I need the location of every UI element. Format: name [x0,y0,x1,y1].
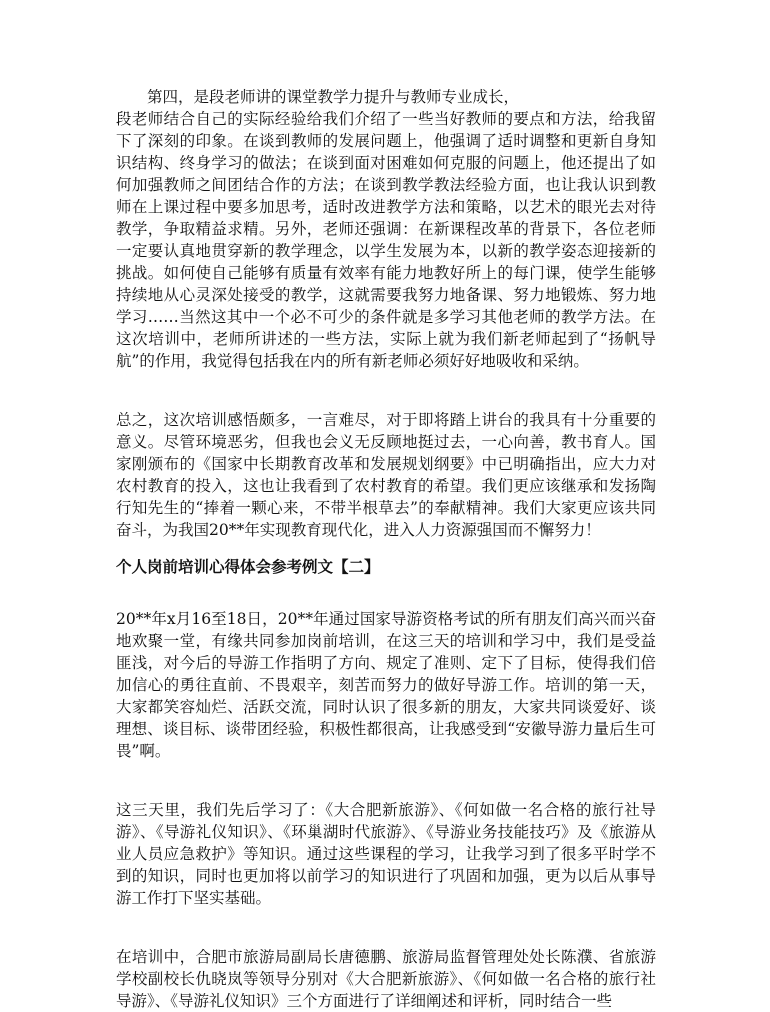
spacer [116,909,656,931]
spacer [116,394,656,409]
spacer [116,762,656,784]
paragraph-4: 这三天里，我们先后学习了：《大合肥新旅游》、《何如做一名合格的旅行社导游》、《导游礼仪知识》、《环巢湖时代旅游》、《导游业务技能技巧》及《旅游从业人员应急救护》等知识。通过这些课程的学习，让我学习到了很多平时学不到的知识，同时也更加将以前学习的知识进行了巩固和加强，更为以后从事导游工作打下坚实基础。 [116,801,656,907]
spacer [116,372,656,394]
document-page [116,86,656,1012]
section-heading: 个人岗前培训心得体会参考例文【二】 [116,557,380,576]
spacer [116,931,656,946]
paragraph-1-title-line: 第四，是段老师讲的课堂教学力提升与教师专业成长， [147,88,520,106]
paragraph-2: 总之，这次培训感悟颇多，一言难尽，对于即将踏上讲台的我具有十分重要的意义。尽管环境恶劣，但我也会义无反顾地挺过去，一心向善，教书育人。国家刚颁布的《国家中长期教育改革和发展规划纲要》中已明确指出，应大力对农村教育的投入，这也让我看到了农村教育的希望。我们更应该继承和发扬陶行知先生的“捧着一颗心来，不带半根草去”的奉献精神。我们大家更应该共同奋斗，为我国20**年实现教育现代化，进入人力资源强国而不懈努力！ [116,411,656,539]
paragraph-1-body: 段老师结合自己的实际经验给我们介绍了一些当好教师的要点和方法，给我留下了深刻的印象。在谈到教师的发展问题上，他强调了适时调整和更新自身知识结构、终身学习的做法；在谈到面对困难如何克服的问题上，他还提出了如何加强教师之间团结合作的方法；在谈到教学教法经验方面，也让我认识到教师在上课过程中要多加思考，适时改进教学方法和策略，以艺术的眼光去对待教学，争取精益求精。另外，老师还强调：在新课程改革的背景下，各位老师一定要认真地贯穿新的教学理念，以学生发展为本，以新的教学姿态迎接新的挑战。如何使自己能够有质量有效率有能力地教好所上的每门课，使学生能够持续地从心灵深处接受的教学，这就需要我努力地备课、努力地锻炼、努力地学习……当然这其中一个必不可少的条件就是多学习其他老师的教学方法。在这次培训中，老师所讲述的一些方法，实际上就为我们新老师起到了“扬帆导航”的作用，我觉得包括我在内的所有新老师必须好好地吸收和采纳。 [116,110,656,370]
spacer [116,600,656,608]
spacer [116,541,656,556]
paragraph-5: 在培训中，合肥市旅游局副局长唐德鹏、旅游局监督管理处处长陈濮、省旅游学校副校长仇晓岚等领导分别对《大合肥新旅游》、《何如做一名合格的旅行社导游》、《导游礼仪知识》三个方面进行了详细阐述和评析，同时结合一些 [116,948,656,1010]
spacer [116,578,656,600]
paragraph-3: 20**年x月16至18日，20**年通过国家导游资格考试的所有朋友们高兴而兴奋地欢聚一堂，有缘共同参加岗前培训，在这三天的培训和学习中，我们是受益匪浅，对今后的导游工作指明了方向、规定了准则、定下了目标，使得我们倍加信心的勇往直前、不畏艰辛，刻苦而努力的做好导游工作。培训的第一天，大家都笑容灿烂、活跃交流，同时认识了很多新的朋友，大家共同谈爱好、谈理想、谈目标、谈带团经验，积极性都很高，让我感受到“安徽导游力量后生可畏”啊。 [116,610,656,760]
spacer [116,784,656,799]
